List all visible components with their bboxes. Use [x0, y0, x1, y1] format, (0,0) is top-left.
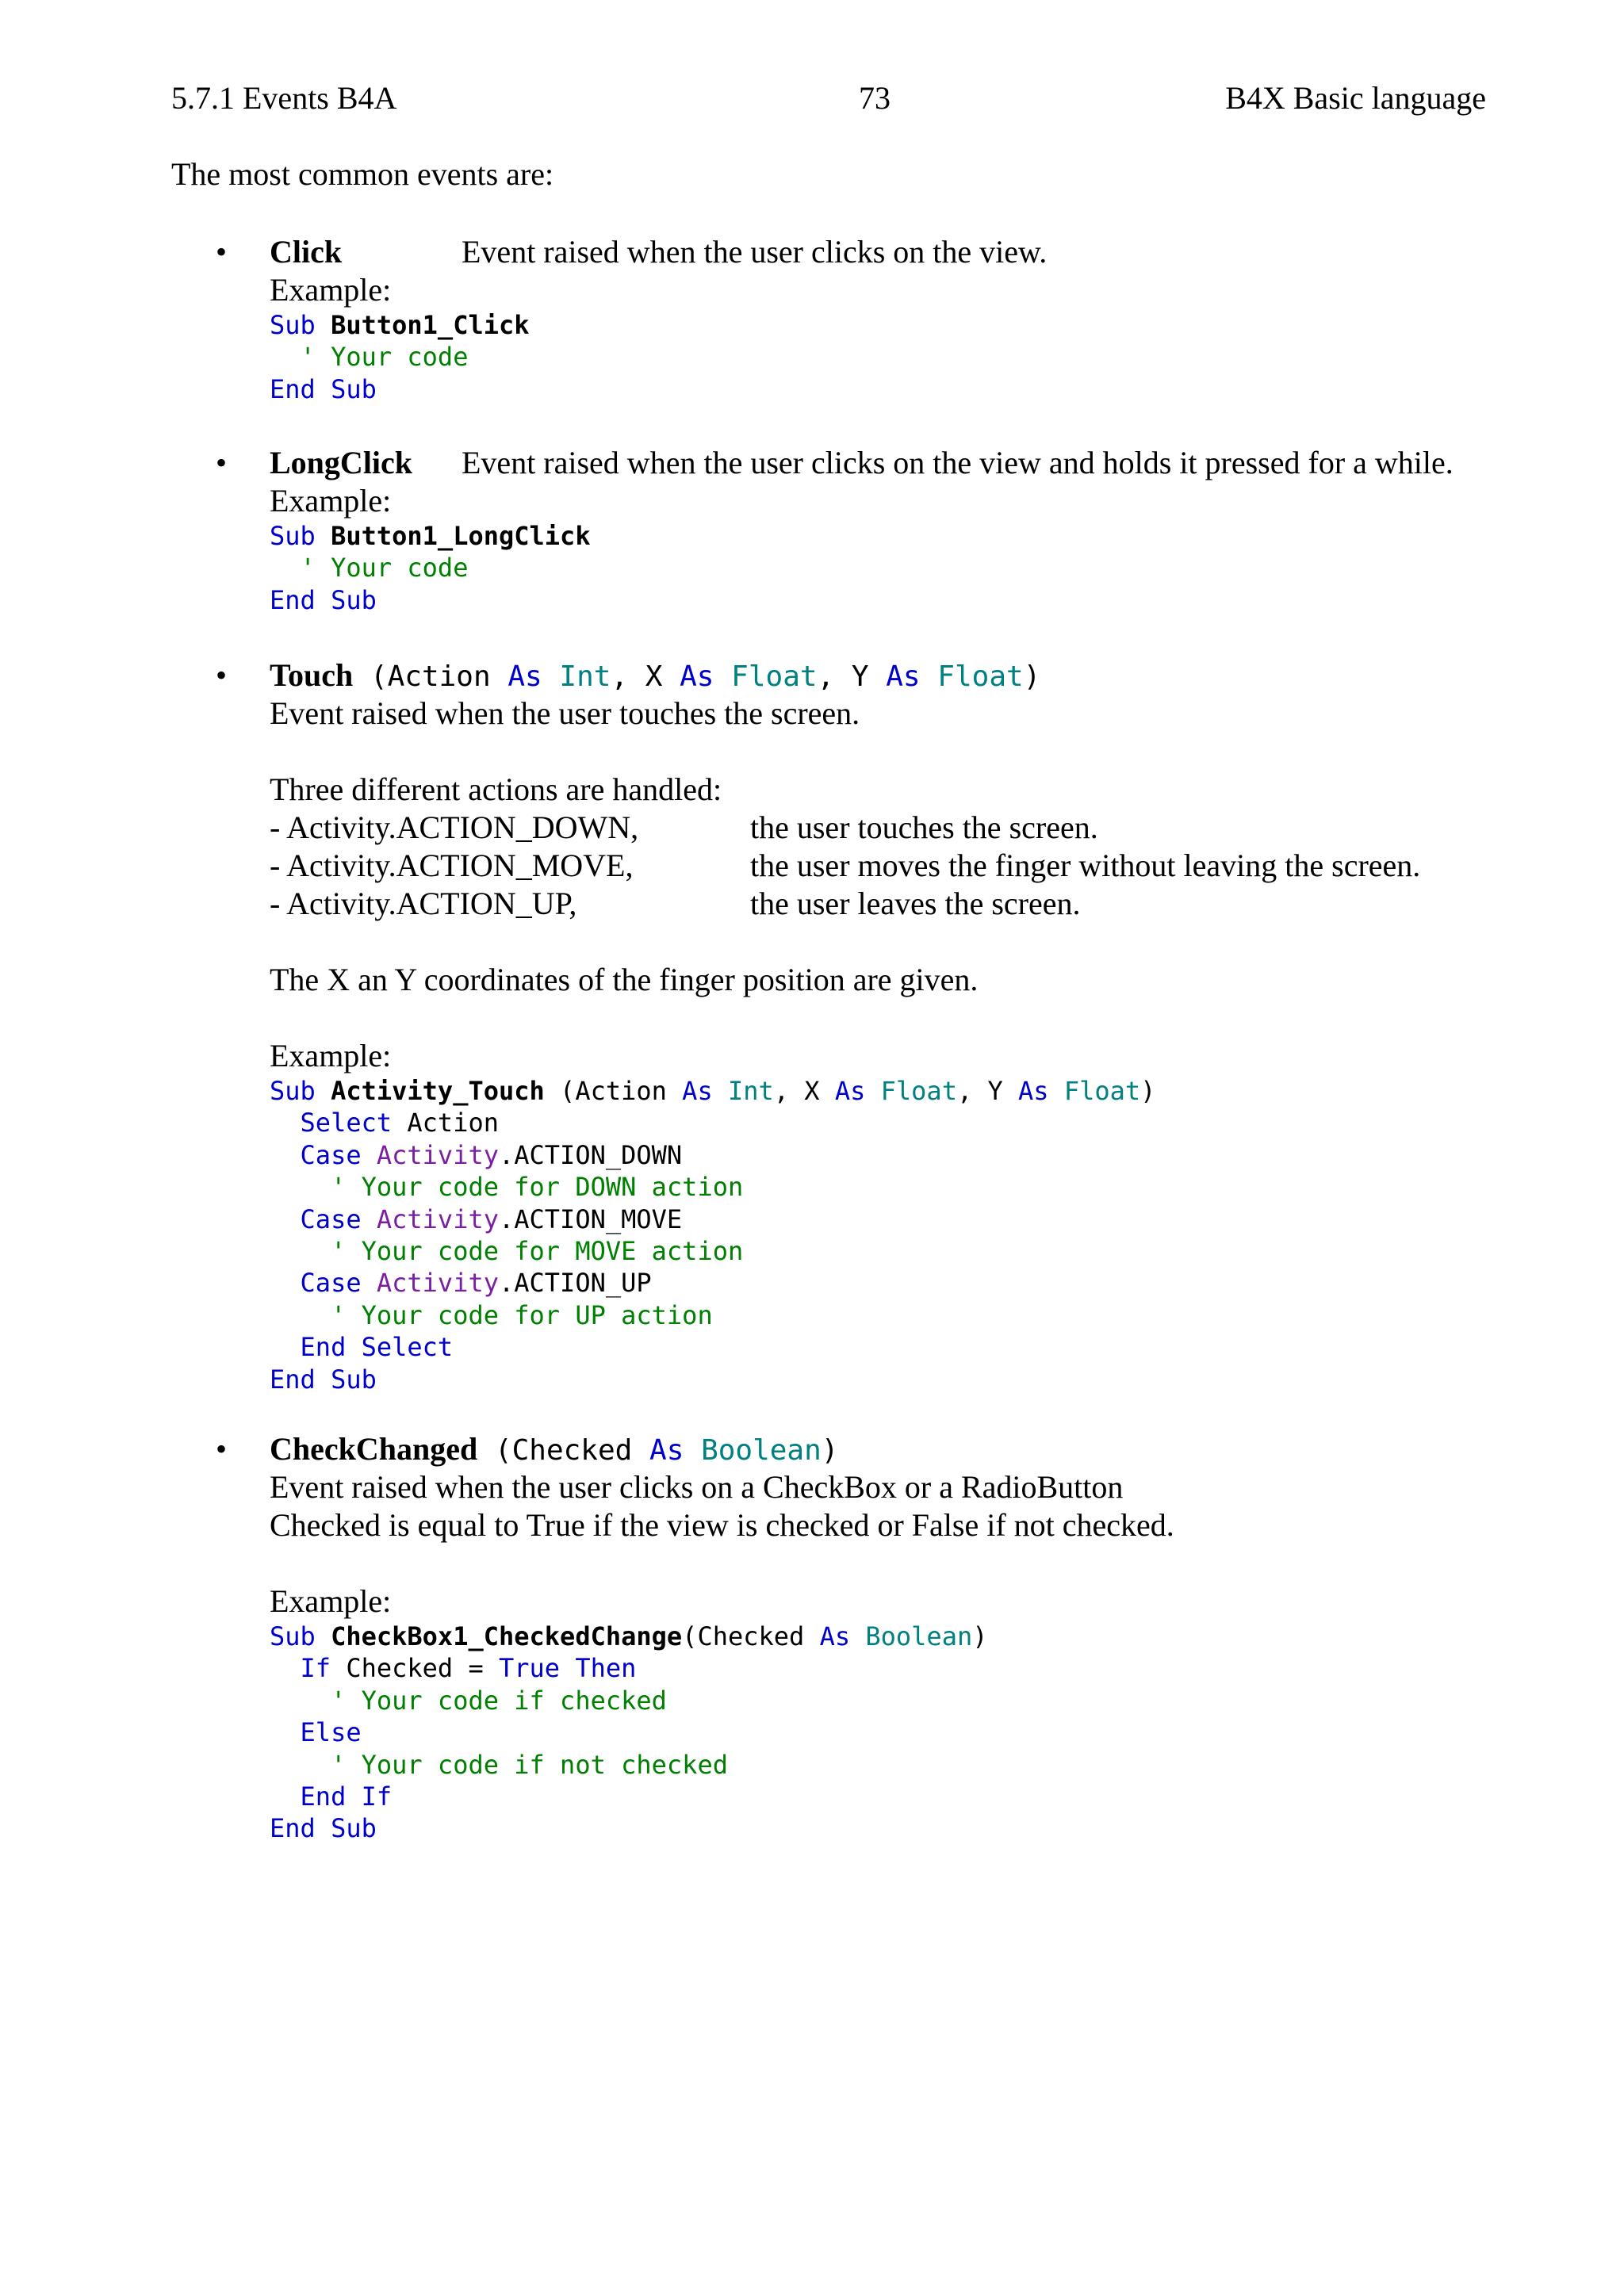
- action-meaning: the user leaves the screen.: [750, 886, 1081, 921]
- code-sub-name: CheckBox1_CheckedChange: [331, 1621, 683, 1651]
- event-term: LongClick: [270, 445, 413, 480]
- code-block: [270, 520, 1507, 616]
- code-block: Sub Activity_Touch (Action As Int, X As Float, Y As Float) Select Action Case Activity.ACTION_DOWN ' Your code for DOWN action Case Activity.ACTION_MOVE ' Your code for MOVE action Case Activity.ACTION_UP ' Your code for UP action End Select End Sub: [270, 1076, 1156, 1395]
- coords-note: The X an Y coordinates of the finger position are given.: [270, 962, 979, 997]
- action-name: - Activity.ACTION_MOVE,: [270, 848, 634, 883]
- action-meaning: the user moves the finger without leaving the screen.: [750, 848, 1421, 883]
- event-description-2: Checked is equal to True if the view is checked or False if not checked.: [270, 1507, 1174, 1543]
- code-comment: ' Your code: [300, 553, 469, 584]
- action-row: [270, 809, 1507, 847]
- code-sub-name: Activity_Touch: [331, 1076, 545, 1106]
- book-title: B4X Basic language: [1225, 80, 1486, 116]
- code-sub-name: Button1_LongClick: [331, 521, 591, 551]
- event-description: Event raised when the user clicks on the view and holds it pressed for a while.: [462, 445, 1454, 480]
- section-title: 5.7.1 Events B4A: [171, 80, 397, 116]
- actions-intro: Three different actions are handled:: [270, 771, 722, 807]
- event-touch: [270, 656, 1507, 1395]
- action-meaning: the user touches the screen.: [750, 809, 1098, 845]
- event-signature: (Checked As Boolean): [477, 1434, 839, 1467]
- event-description: Event raised when the user clicks on the view.: [462, 234, 1048, 270]
- action-name: - Activity.ACTION_DOWN,: [270, 809, 639, 845]
- action-row: [270, 847, 1507, 885]
- code-block: [270, 309, 1507, 405]
- code-end: End Sub: [270, 373, 377, 404]
- actions-list: [270, 809, 1507, 923]
- event-description: Event raised when the user clicks on a CheckBox or a RadioButton: [270, 1469, 1124, 1505]
- bullet-longclick: •: [216, 445, 228, 480]
- action-name: - Activity.ACTION_UP,: [270, 886, 577, 921]
- event-term: Click: [270, 234, 343, 270]
- bullet-click: •: [216, 234, 228, 270]
- code-keyword: Sub: [270, 310, 316, 340]
- code-end: End Sub: [270, 584, 377, 615]
- event-term: Touch: [270, 657, 354, 693]
- code-sub-name: Button1_Click: [331, 310, 530, 340]
- example-label: Example:: [270, 483, 392, 519]
- example-label: Example:: [270, 272, 392, 308]
- page-number: 73: [859, 80, 891, 116]
- event-description: Event raised when the user touches the screen.: [270, 695, 860, 731]
- bullet-checkchanged: •: [216, 1431, 228, 1467]
- event-longclick: [270, 444, 1507, 616]
- bullet-touch: •: [216, 657, 228, 693]
- code-block: Sub CheckBox1_CheckedChange(Checked As Boolean) If Checked = True Then ' Your code if checked Else ' Your code if not checked End If End Sub: [270, 1621, 988, 1844]
- example-label: Example:: [270, 1038, 392, 1073]
- code-comment: ' Your code: [300, 342, 469, 373]
- intro-text: The most common events are:: [171, 156, 554, 192]
- action-row: [270, 885, 1507, 923]
- event-term: CheckChanged: [270, 1431, 478, 1467]
- page-header: [171, 76, 1486, 121]
- code-keyword: Sub: [270, 521, 316, 551]
- event-click: [270, 233, 1507, 405]
- event-signature: (Action As Int, X As Float, Y As Float): [353, 660, 1041, 693]
- example-label: Example:: [270, 1583, 392, 1619]
- event-checkchanged: [270, 1430, 1507, 1845]
